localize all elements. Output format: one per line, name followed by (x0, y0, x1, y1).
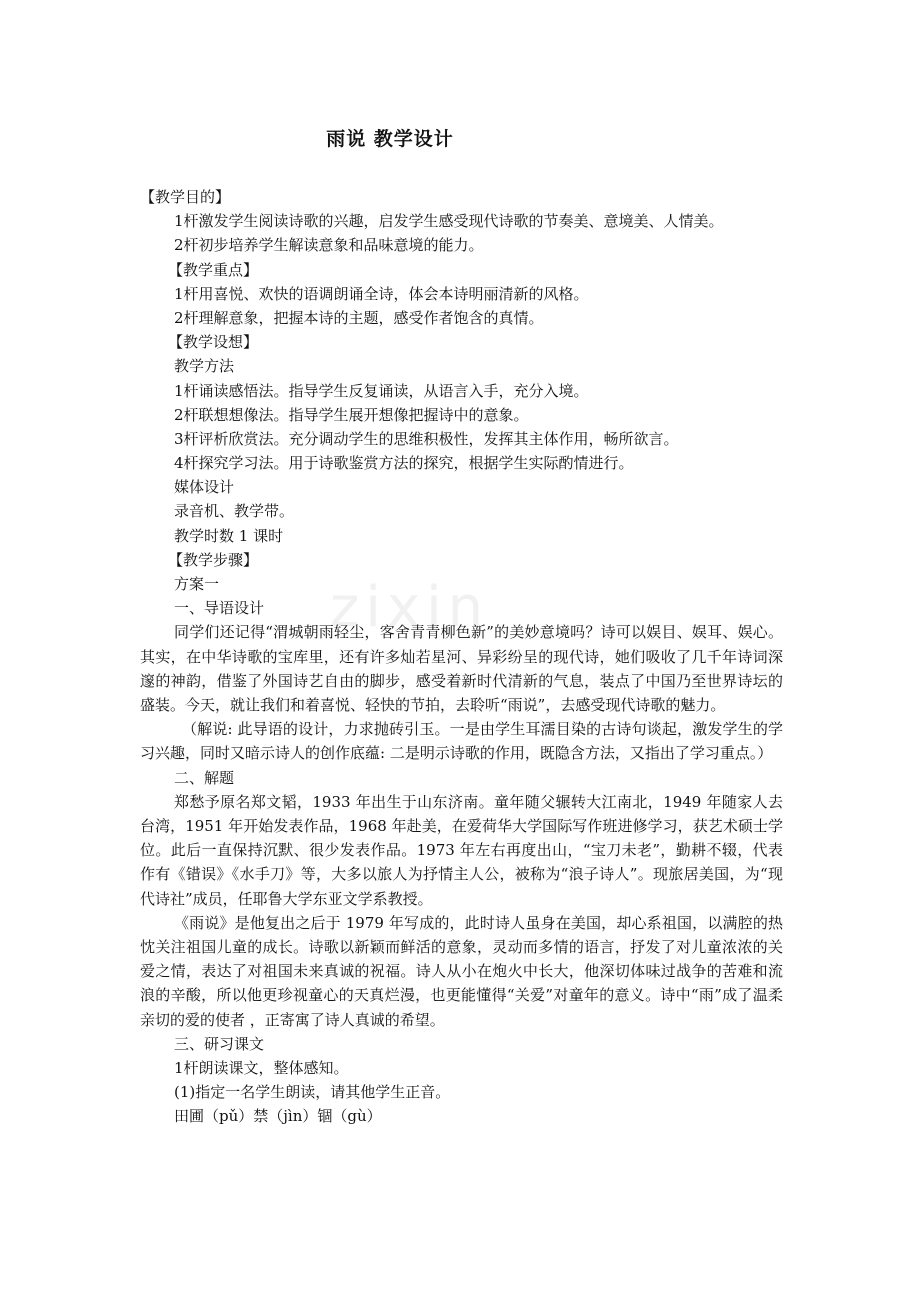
text-line: 教学方法 (174, 357, 235, 376)
text-line: 一、导语设计 (174, 599, 265, 618)
text-line: 3杆评析欣赏法。充分调动学生的思维积极性，发挥其主体作用，畅所欲言。 (174, 429, 679, 448)
text-line: 田圃（pǔ）禁（jìn）锢（gù） (174, 1107, 382, 1126)
text-line: 三、研习课文 (174, 1034, 265, 1053)
paragraph-poem: 《雨说》是他复出之后于 1979 年写成的，此时诗人虽身在美国，却心系祖国，以满腔的热忱关注祖国儿童的成长。诗歌以新颖而鲜活的意象，灵动而多情的语言，抒发了对儿童浓浓的关爱之情，表达了对祖国未来真诚的祝福。诗人从小在炮火中长大，他深切体味过战争的苦难和流浪的辛酸，所以他更珍视童心的天真烂漫，也更能懂得“关爱”对童年的意义。诗中“雨”成了温柔亲切的爱的使者 ，正寄寓了诗人真诚的希望。 (140, 913, 783, 1029)
watermark: zixin (330, 575, 490, 640)
text-line: 1杆用喜悦、欢快的语调朗诵全诗，体会本诗明丽清新的风格。 (174, 284, 589, 303)
paragraph-author: 郑愁予原名郑文韬，1933 年出生于山东济南。童年随父辗转大江南北，1949 年随家人去台湾，1951 年开始发表作品，1968 年赴美，在爱荷华大学国际写作班进修学习，获艺术硕士学位。此后一直保持沉默、很少发表作品。1973 年左右再度出山，“宝刀未老”，勤耕不辍，代表作有《错误》《水手刀》等，大多以旅人为抒情主人公，被称为“浪子诗人”。现旅居美国，为“现代诗社”成员，任耶鲁大学东亚文学系教授。 (140, 792, 783, 908)
page-title: 雨说 教学设计 (326, 128, 454, 150)
text-line: 1杆激发学生阅读诗歌的兴趣，启发学生感受现代诗歌的节奏美、意境美、人情美。 (174, 212, 724, 231)
text-line: 4杆探究学习法。用于诗歌鉴赏方法的探究，根据学生实际酌情进行。 (174, 454, 634, 473)
paragraph-note: （解说: 此导语的设计，力求抛砖引玉。一是由学生耳濡目染的古诗句谈起，激发学生的学习兴趣，同时又暗示诗人的创作底蕴: 二是明示诗歌的作用，既隐含方法，又指出了学习重点。） (140, 720, 783, 763)
section-heading: 【教学目的】 (140, 188, 231, 206)
section-heading: 【教学设想】 (168, 333, 259, 352)
paragraph-intro: 同学们还记得“渭城朝雨轻尘，客舍青青柳色新”的美妙意境吗？诗可以娱目、娱耳、娱心。其实，在中华诗歌的宝库里，还有许多灿若星河、异彩纷呈的现代诗，她们吸收了几千年诗词深邃的神韵，借鉴了外国诗艺自由的脚步，感受着新时代清新的气息，装点了中国乃至世界诗坛的盛装。今天，就让我们和着喜悦、轻快的节拍，去聆听“雨说”，去感受现代诗歌的魅力。 (140, 623, 783, 714)
text-line: 二、解题 (174, 768, 235, 787)
document-body (140, 185, 783, 1129)
text-line: 媒体设计 (174, 478, 235, 497)
text-line: 录音机、教学带。 (174, 502, 295, 521)
text-line: 2杆理解意象，把握本诗的主题，感受作者饱含的真情。 (174, 308, 544, 327)
text-line: 1杆诵读感悟法。指导学生反复诵读，从语言入手，充分入境。 (174, 381, 589, 400)
text-line: 1杆朗读课文，整体感知。 (174, 1059, 349, 1077)
section-heading: 【教学步骤】 (168, 550, 259, 569)
text-line: 2杆初步培养学生解读意象和品味意境的能力。 (174, 236, 484, 255)
text-line: (1)指定一名学生朗读，请其他学生正音。 (174, 1083, 451, 1102)
text-line: 方案一 (174, 575, 220, 593)
text-line: 教学时数 1 课时 (174, 526, 284, 545)
text-line: 2杆联想想像法。指导学生展开想像把握诗中的意象。 (174, 405, 529, 424)
section-heading: 【教学重点】 (168, 260, 259, 279)
